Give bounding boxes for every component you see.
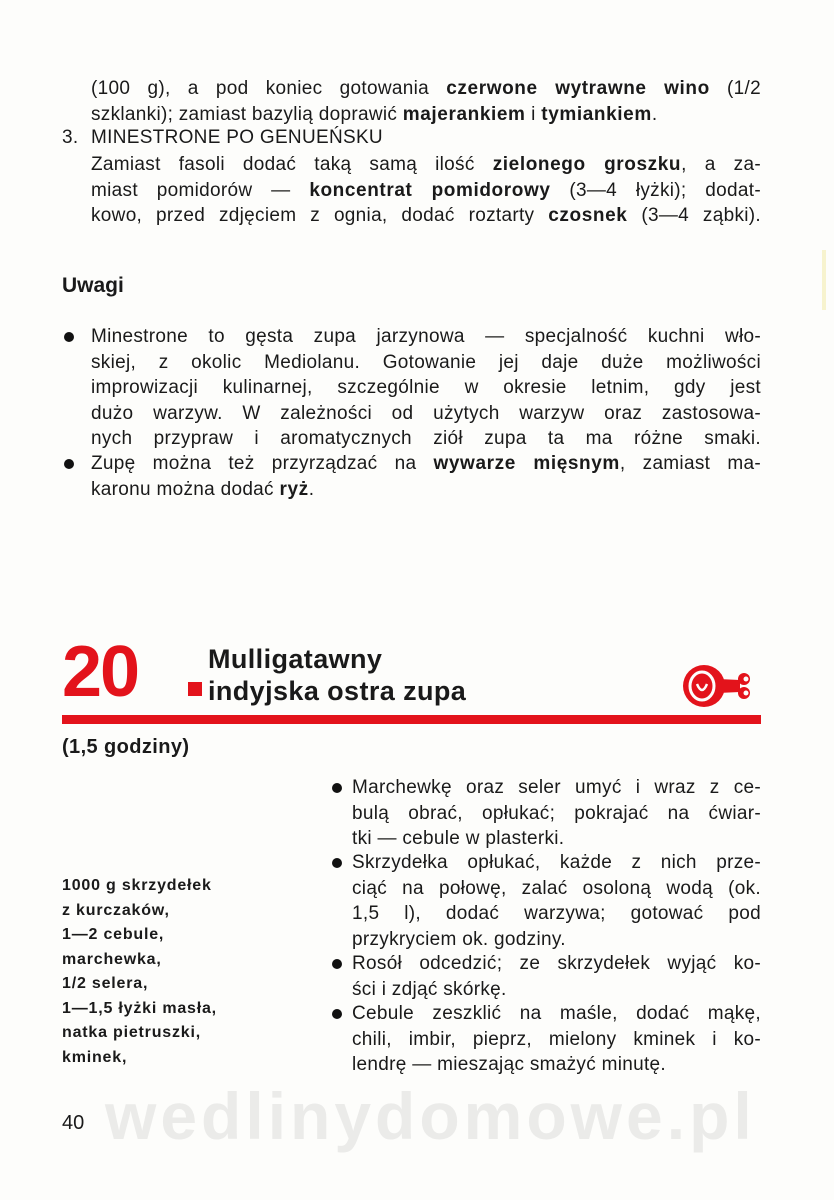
ingredient: 1/2 selera, [62,975,149,992]
ingredient: natka pietruszki, [62,1024,201,1041]
note-1-line: skiej, z okolic Mediolanu. Gotowanie jej daje duże możliwości [91,351,761,373]
note-1-text [91,324,761,452]
recipe-title-line-1: Mulligatawny [208,644,383,674]
recipe-header-rule [62,715,761,724]
step-line: Marchewkę oraz seler umyć i wraz z ce- [352,777,761,798]
step-line: Skrzydełka opłukać, każde z nich prze- [352,852,761,873]
item-3-body [91,152,761,229]
step-2-text [352,850,761,952]
item-3-line-1: Zamiast fasoli dodać taką samą ilość zielonego groszku, a za- [91,154,761,175]
recipe-number: 20 [62,632,139,712]
continuation-line-2: szklanki); zamiast bazylią doprawić majerankiem i tymiankiem. [91,103,658,125]
ingredient: 1—1,5 łyżki masła, [62,999,217,1017]
step-line: Cebule zeszklić na maśle, dodać mąkę, [352,1003,761,1024]
ham-leg-icon [680,660,762,712]
note-1-line: nych przypraw i aromatycznych ziół zupa ta ma różne smaki. [91,428,761,449]
step-3-text [352,951,761,1002]
note-1-line: improwizacji kulinarnej, szczególnie w okresie letnim, gdy jest [91,377,761,398]
step-2-bullet-icon [332,858,342,868]
note-1-bullet-icon [64,332,74,342]
note-2-line-2: karonu można dodać ryż. [91,478,315,500]
note-2-line-1: Zupę można też przyrządzać na wywarze mięsnym, zamiast ma- [91,453,761,474]
note-1-line: dużo warzyw. W zależności od użytych warzyw oraz zastosowa- [91,402,761,424]
notes-heading: Uwagi [62,274,124,297]
step-4-text [352,1001,761,1078]
step-line: ciąć na połowę, zalać osoloną wodą (ok. [352,877,761,899]
note-2-bullet-icon [64,459,74,469]
ingredient: 1000 g skrzydełek [62,877,212,894]
ingredient: marchewka, [62,950,162,968]
recipe-title [208,643,466,707]
ingredient: 1—2 cebule, [62,926,165,943]
step-3-bullet-icon [332,959,342,969]
step-line: bulą obrać, opłukać; pokrajać na ćwiar- [352,802,761,824]
page-edge-mark [822,250,826,310]
step-line: lendrę — mieszając smażyć minutę. [352,1054,667,1075]
ingredient: kminek, [62,1048,128,1066]
watermark: wedlinydomowe.pl [105,1079,756,1153]
ingredient: z kurczaków, [62,901,170,919]
recipe-title-line-2: indyjska ostra zupa [208,676,467,706]
step-line: przykryciem ok. godziny. [352,928,566,950]
item-3-number: 3. [62,127,79,148]
step-line: ści i zdjąć skórkę. [352,978,507,1000]
item-3-line-2: miast pomidorów — koncentrat pomidorowy (3—4 łyżki); dodat- [91,179,761,201]
step-line: chili, imbir, pieprz, mielony kminek i ko- [352,1028,761,1050]
item-3-line-3: kowo, przed zdjęciem z ognia, dodać roztarty czosnek (3—4 ząbki). [91,205,761,226]
page-number: 40 [62,1112,85,1134]
step-line: Rosół odcedzić; ze skrzydełek wyjąć ko- [352,953,761,974]
step-4-bullet-icon [332,1009,342,1019]
step-1-text [352,775,761,852]
ingredients-list [62,874,217,1070]
item-3-title: MINESTRONE PO GENUEŃSKU [91,127,383,148]
continuation-paragraph [91,76,761,127]
note-2-text [91,451,761,502]
step-line: 1,5 l), dodać warzywa; gotować pod [352,903,761,924]
note-1-line: Minestrone to gęsta zupa jarzynowa — specjalność kuchni wło- [91,326,761,347]
continuation-line-1: (100 g), a pod koniec gotowania czerwone wytrawne wino (1/2 [91,78,761,99]
recipe-number-dot [188,682,202,696]
step-1-bullet-icon [332,783,342,793]
recipe-time: (1,5 godziny) [62,736,190,758]
step-line: tki — cebule w plasterki. [352,828,565,849]
